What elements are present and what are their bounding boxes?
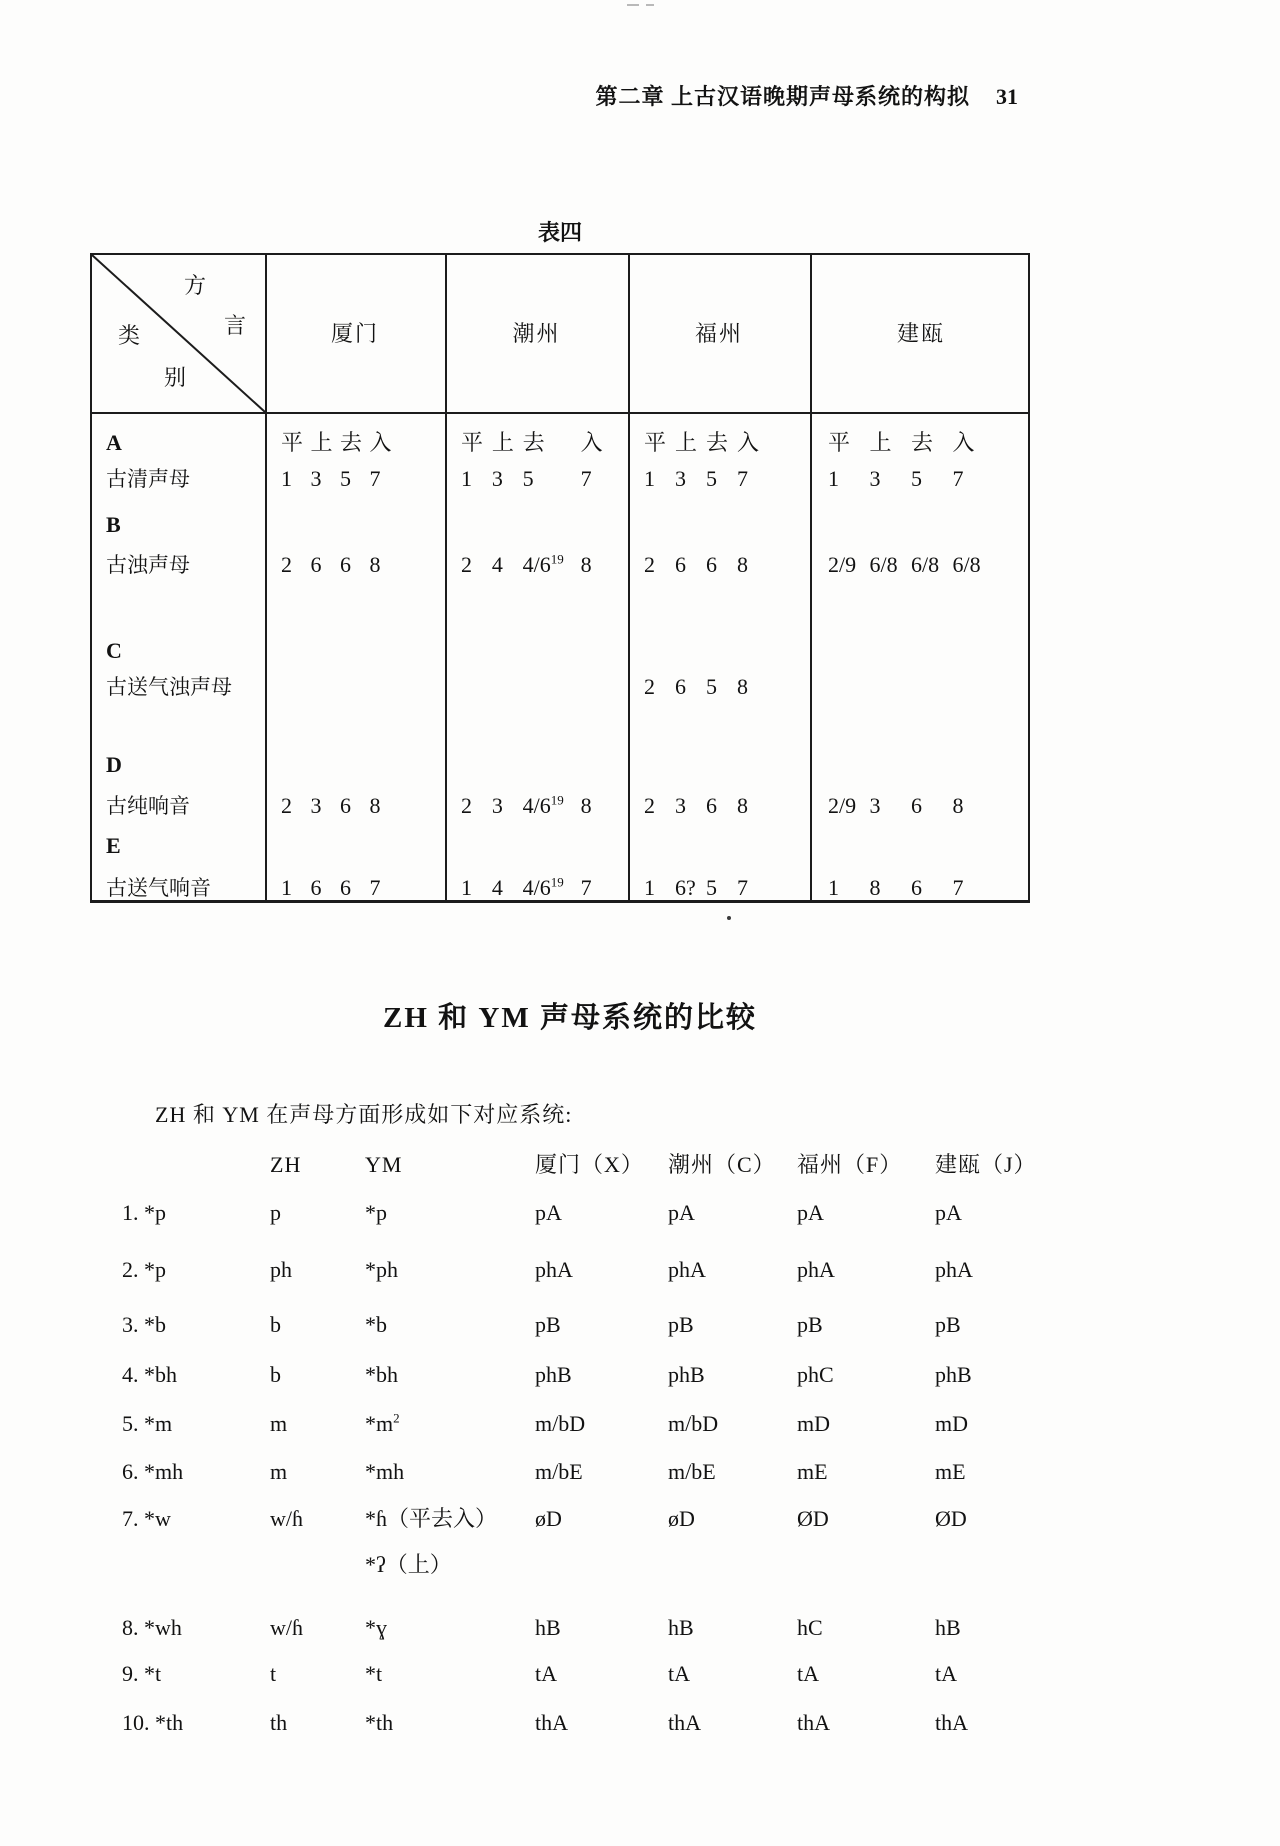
corr-xiamen: hB <box>535 1615 561 1640</box>
corr-jianou: hB <box>935 1615 961 1640</box>
tone-header: 上 <box>491 430 514 455</box>
corr-zh: m <box>270 1459 288 1484</box>
corr-label: 2. *p <box>122 1257 166 1282</box>
tone-header-cell <box>445 428 628 460</box>
tone-value: 1 <box>828 466 839 491</box>
tone-value: 1 <box>644 466 655 491</box>
tone-values-cell <box>265 791 445 823</box>
row-group-letter: C <box>106 638 122 663</box>
tone-value: 6 <box>340 875 351 900</box>
corr-jianou: pB <box>935 1312 961 1337</box>
dialect-header-jianou: 建瓯 <box>896 321 945 346</box>
corr-xiamen: m/bD <box>535 1411 586 1436</box>
corr-chaozhou: hB <box>668 1615 694 1640</box>
corr-chaozhou: øD <box>668 1506 695 1531</box>
corr-label: 10. *th <box>122 1710 184 1735</box>
tone-value: 7 <box>369 466 381 491</box>
tone-value: 8 <box>580 552 592 577</box>
tone-header: 入 <box>369 430 392 455</box>
scan-artifact <box>627 4 639 6</box>
tone-value: 5 <box>706 466 717 491</box>
tone-value: 1 <box>828 875 839 900</box>
corr-zh: t <box>270 1661 277 1686</box>
corr-ym: *ɦ（平去入） <box>365 1506 498 1531</box>
tone-value: 8 <box>737 674 748 699</box>
table-row <box>92 428 1028 460</box>
corr-fuzhou: tA <box>797 1661 819 1686</box>
tone-header-cell <box>445 636 628 668</box>
corr-ym: $*m^2$ <box>365 1410 400 1436</box>
corr-fuzhou: pA <box>797 1200 824 1225</box>
corr-chaozhou: phB <box>668 1362 705 1387</box>
tone-value: 2 <box>281 552 292 577</box>
tone-value: 7 <box>580 875 592 900</box>
row-group-label <box>92 510 265 542</box>
corner-label-bie: 别 <box>164 365 187 390</box>
corner-label-lei: 类 <box>118 323 141 348</box>
tone-value: 1 <box>644 875 655 900</box>
tone-value: 6? <box>675 875 696 900</box>
tone-value: 7 <box>952 875 964 900</box>
footnote-superscript: 19 <box>550 792 564 808</box>
table-row <box>92 873 1028 905</box>
tone-value: 5 <box>340 466 351 491</box>
tone-header-cell <box>445 831 628 863</box>
corr-xiamen: pA <box>535 1200 562 1225</box>
corr-ym: *mh <box>365 1459 405 1484</box>
corr-ym: *th <box>365 1710 394 1735</box>
tone-header-cell <box>810 750 1028 782</box>
corr-fuzhou: pB <box>797 1312 823 1337</box>
tone-value: 2 <box>644 793 655 818</box>
tone-values-cell <box>445 464 628 496</box>
tone-value: 7 <box>369 875 381 900</box>
tone-header: 去 <box>706 430 729 455</box>
tone-value: 3 <box>310 793 322 818</box>
tone-value: 2 <box>644 674 655 699</box>
tone-header-cell <box>265 750 445 782</box>
table4-body <box>92 414 1028 900</box>
tone-header-cell <box>628 636 810 668</box>
tone-value: 2/9 <box>828 793 857 818</box>
row-group-label <box>92 750 265 782</box>
tone-values-cell <box>628 873 810 905</box>
dialect-header-xiamen: 厦门 <box>330 321 379 346</box>
tone-values-cell <box>810 791 1028 823</box>
corr-ym: *p <box>365 1200 387 1225</box>
tone-value: 6 <box>911 793 922 818</box>
tone-header: 上 <box>675 430 698 455</box>
table-row <box>92 464 1028 496</box>
footnote-superscript: 19 <box>550 874 564 890</box>
tone-value: 8 <box>737 793 748 818</box>
tone-value: 1 <box>281 466 292 491</box>
row-group-letter: B <box>106 512 121 537</box>
tone-header-cell <box>810 636 1028 668</box>
corr-zh: b <box>270 1362 281 1387</box>
tone-value: 6 <box>675 552 686 577</box>
tone-value: 6/8 <box>869 552 898 577</box>
corr-label: 6. *mh <box>122 1459 184 1484</box>
tone-value: 5 <box>522 466 534 491</box>
tone-header: 入 <box>580 430 603 455</box>
tone-value: 2/9 <box>828 552 857 577</box>
corr-chaozhou: tA <box>668 1661 690 1686</box>
tone-header: 平 <box>281 430 304 455</box>
tone-value <box>340 672 370 704</box>
tone-values-cell <box>810 672 1028 704</box>
corr-chaozhou: thA <box>668 1710 701 1735</box>
table-row <box>92 831 1028 863</box>
corner-label-fang: 方 <box>184 273 207 298</box>
corr-zh: p <box>270 1200 281 1225</box>
tone-value: 6 <box>706 552 717 577</box>
corr-label: 3. *b <box>122 1312 166 1337</box>
tone-value: 3 <box>310 466 322 491</box>
corr-label: 4. *bh <box>122 1362 177 1387</box>
corr-fuzhou: phC <box>797 1362 834 1387</box>
tone-value: 4 <box>491 552 503 577</box>
tone-header-cell <box>810 428 1028 460</box>
tone-header: 去 <box>911 430 934 455</box>
table-row <box>92 791 1028 823</box>
row-group-name: 古清声母 <box>106 467 190 491</box>
table-row <box>92 750 1028 782</box>
tone-values-cell <box>628 791 810 823</box>
tone-value <box>461 672 492 704</box>
tone-value: 6 <box>706 793 717 818</box>
corr-chaozhou: pA <box>668 1200 695 1225</box>
tone-value: 1 <box>281 875 292 900</box>
corr-fuzhou: mE <box>797 1459 828 1484</box>
dialect-header-chaozhou: 潮州 <box>512 321 561 346</box>
tone-value: 6 <box>911 875 922 900</box>
corr-jianou: pA <box>935 1200 962 1225</box>
footnote-superscript: 19 <box>550 551 564 567</box>
corr-header: 福州（F） <box>797 1152 903 1177</box>
corr-xiamen: phA <box>535 1257 573 1282</box>
section-intro: ZH 和 YM 在声母方面形成如下对应系统: <box>155 1102 573 1127</box>
page-header <box>0 80 1018 111</box>
table4-caption: 表四 <box>537 220 582 245</box>
tone-values-cell <box>445 550 628 582</box>
tone-values-cell <box>445 873 628 905</box>
tone-header: 平 <box>828 430 851 455</box>
tone-header-cell <box>265 510 445 542</box>
tone-values-cell <box>810 550 1028 582</box>
row-group-label <box>92 428 265 460</box>
tone-header-cell <box>265 831 445 863</box>
tone-value <box>523 672 581 704</box>
row-group-name: 古送气浊声母 <box>106 675 232 699</box>
tone-value: 5 <box>706 674 717 699</box>
tone-value: 2 <box>461 793 472 818</box>
tone-values-cell <box>810 873 1028 905</box>
tone-header: 平 <box>644 430 667 455</box>
tone-value: 1 <box>461 875 472 900</box>
tone-values-cell <box>628 672 810 704</box>
corr-chaozhou: m/bE <box>668 1459 716 1484</box>
tone-value: 8 <box>369 552 381 577</box>
tone-value: 3 <box>869 466 881 491</box>
corr-fuzhou: thA <box>797 1710 830 1735</box>
corner-label-yan: 言 <box>224 313 247 338</box>
tone-value <box>370 672 400 704</box>
row-group-label <box>92 636 265 668</box>
corr-zh: w/ɦ <box>270 1506 303 1531</box>
tone-value: $4/6^{19}$ <box>522 551 564 577</box>
tone-values-cell <box>265 672 445 704</box>
tone-value: 3 <box>869 793 881 818</box>
tone-value: 3 <box>675 793 686 818</box>
tone-value <box>281 672 311 704</box>
corr-label: 8. *wh <box>122 1615 182 1640</box>
corr-xiamen: pB <box>535 1312 561 1337</box>
tone-values-cell <box>445 791 628 823</box>
corr-zh: m <box>270 1411 288 1436</box>
corr-fuzhou: mD <box>797 1411 830 1436</box>
tone-header: 去 <box>522 430 545 455</box>
tone-value <box>492 672 523 704</box>
corr-fuzhou: hC <box>797 1615 823 1640</box>
tone-value: 2 <box>644 552 655 577</box>
corr-fuzhou: ØD <box>797 1506 829 1531</box>
page-number: 31 <box>996 84 1018 109</box>
corr-chaozhou: m/bD <box>668 1411 719 1436</box>
corr-jianou: mE <box>935 1459 966 1484</box>
row-group-letter: E <box>106 833 121 858</box>
table-row <box>92 672 1028 704</box>
corr-header: 厦门（X） <box>535 1152 644 1177</box>
tone-value: 8 <box>369 793 381 818</box>
tone-value: 7 <box>737 875 748 900</box>
tone-header: 平 <box>461 430 484 455</box>
tone-value: 6 <box>675 674 686 699</box>
tone-values-cell <box>265 550 445 582</box>
corr-header: 潮州（C） <box>668 1152 776 1177</box>
tone-value <box>870 672 912 704</box>
corr-jianou: ØD <box>935 1506 967 1531</box>
corr-label: 7. *w <box>122 1506 171 1531</box>
tone-value: 5 <box>911 466 922 491</box>
corr-jianou: phB <box>935 1362 972 1387</box>
tone-value: $4/6^{19}$ <box>522 874 564 900</box>
tone-value <box>311 672 341 704</box>
tone-value <box>953 672 995 704</box>
corr-ym: *bh <box>365 1362 398 1387</box>
corr-jianou: tA <box>935 1661 957 1686</box>
tone-value: 2 <box>281 793 292 818</box>
tone-value: 6 <box>310 552 322 577</box>
tone-header: 入 <box>952 430 975 455</box>
corr-label: 9. *t <box>122 1661 162 1686</box>
tone-value: 6 <box>310 875 322 900</box>
tone-header: 去 <box>340 430 363 455</box>
section-title: ZH 和 YM 声母系统的比较 <box>383 1002 757 1034</box>
row-group-label <box>92 831 265 863</box>
corr-jianou: mD <box>935 1411 968 1436</box>
table-row <box>92 550 1028 582</box>
row-group-name: 古纯响音 <box>106 794 190 818</box>
corr-chaozhou: phA <box>668 1257 706 1282</box>
tone-value: 8 <box>869 875 881 900</box>
table4 <box>90 253 1030 903</box>
tone-value: 2 <box>461 552 472 577</box>
tone-header-cell <box>265 428 445 460</box>
scan-artifact <box>646 4 654 6</box>
tone-value <box>828 672 870 704</box>
corr-ym-line2: *ʔ（上） <box>365 1552 452 1577</box>
tone-value: $4/6^{19}$ <box>522 792 564 818</box>
corr-zh: b <box>270 1312 281 1337</box>
corr-ym: *t <box>365 1661 383 1686</box>
row-group-letter: D <box>106 752 122 777</box>
tone-header-cell <box>628 510 810 542</box>
tone-value: 7 <box>952 466 964 491</box>
corr-label: 5. *m <box>122 1411 173 1436</box>
tone-values-cell <box>628 464 810 496</box>
tone-value: 8 <box>580 793 592 818</box>
tone-value: 3 <box>675 466 686 491</box>
tone-values-cell <box>628 550 810 582</box>
corr-xiamen: tA <box>535 1661 557 1686</box>
tone-values-cell <box>265 873 445 905</box>
scan-artifact <box>727 916 731 920</box>
tone-value: 6/8 <box>952 552 981 577</box>
tone-value <box>581 672 606 704</box>
tone-value <box>911 672 953 704</box>
tone-header-cell <box>265 636 445 668</box>
tone-header: 上 <box>310 430 333 455</box>
corr-xiamen: m/bE <box>535 1459 583 1484</box>
tone-value: 8 <box>952 793 964 818</box>
corr-ym: *b <box>365 1312 387 1337</box>
tone-value: 6/8 <box>911 552 940 577</box>
footnote-superscript: 2 <box>393 1410 400 1426</box>
tone-value: 6 <box>340 552 351 577</box>
tone-header-cell <box>628 428 810 460</box>
corr-ym: *ph <box>365 1257 398 1282</box>
tone-value: 7 <box>737 466 748 491</box>
tone-value: 3 <box>491 466 503 491</box>
corr-zh: th <box>270 1710 288 1735</box>
tone-header-cell <box>628 750 810 782</box>
corr-header: ZH <box>270 1152 302 1177</box>
chapter-title: 第二章 上古汉语晚期声母系统的构拟 <box>595 84 970 109</box>
corr-zh: ph <box>270 1257 292 1282</box>
row-group-letter: A <box>106 430 122 455</box>
row-group-name: 古送气响音 <box>106 876 211 900</box>
corr-xiamen: thA <box>535 1710 568 1735</box>
tone-header: 入 <box>737 430 760 455</box>
tone-value: 8 <box>737 552 748 577</box>
table-row <box>92 510 1028 542</box>
table-row <box>92 636 1028 668</box>
corr-ym: *ɣ <box>365 1615 387 1640</box>
corr-header: 建瓯（J） <box>935 1152 1037 1177</box>
tone-value: 1 <box>461 466 472 491</box>
tone-header-cell <box>810 831 1028 863</box>
tone-header-cell <box>445 510 628 542</box>
tone-values-cell <box>265 464 445 496</box>
corr-chaozhou: pB <box>668 1312 694 1337</box>
corr-fuzhou: phA <box>797 1257 835 1282</box>
corr-jianou: thA <box>935 1710 968 1735</box>
tone-value: 3 <box>491 793 503 818</box>
tone-header-cell <box>445 750 628 782</box>
corr-jianou: phA <box>935 1257 973 1282</box>
tone-header-cell <box>810 510 1028 542</box>
tone-value: 4 <box>491 875 503 900</box>
tone-value: 6 <box>340 793 351 818</box>
corr-header: YM <box>365 1152 403 1177</box>
tone-header: 上 <box>869 430 892 455</box>
tone-values-cell <box>445 672 628 704</box>
tone-header-cell <box>628 831 810 863</box>
dialect-header-fuzhou: 福州 <box>694 321 743 346</box>
corr-label: 1. *p <box>122 1200 166 1225</box>
tone-values-cell <box>810 464 1028 496</box>
corr-zh: w/ɦ <box>270 1615 303 1640</box>
row-group-name: 古浊声母 <box>106 553 190 577</box>
corr-xiamen: øD <box>535 1506 562 1531</box>
tone-value: 5 <box>706 875 717 900</box>
tone-value: 7 <box>580 466 592 491</box>
corr-xiamen: phB <box>535 1362 572 1387</box>
